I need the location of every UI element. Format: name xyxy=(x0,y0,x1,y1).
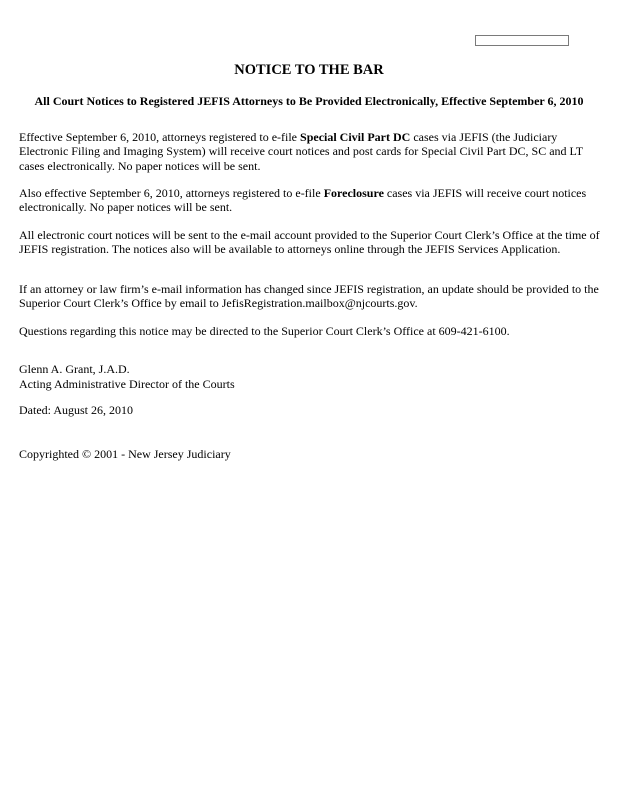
paragraph-email-delivery: All electronic court notices will be sent to the e-mail account provided to the Superior Court Clerk’s Office at the time of JEFIS registration. The notices also will be available to attorneys online through the JEFIS Services Application. xyxy=(19,228,600,257)
paragraph-questions: Questions regarding this notice may be directed to the Superior Court Clerk’s Office at 609-421-6100. xyxy=(19,324,510,338)
paragraph-foreclosure xyxy=(19,186,601,215)
copyright-notice: Copyrighted © 2001 - New Jersey Judiciary xyxy=(19,447,231,461)
paragraph-text: Also effective September 6, 2010, attorneys registered to e-file xyxy=(19,186,324,200)
page-title: NOTICE TO THE BAR xyxy=(234,62,384,78)
emphasis-special-civil-part: Special Civil Part DC xyxy=(300,130,411,144)
signature-title: Acting Administrative Director of the Courts xyxy=(19,377,235,391)
signature-name: Glenn A. Grant, J.A.D. xyxy=(19,362,130,376)
paragraph-text: cases via JEFIS will receive court notices electronically. No paper notices will be sent. xyxy=(19,186,587,215)
dated-line: Dated: August 26, 2010 xyxy=(19,403,133,417)
paragraph-special-civil-part xyxy=(19,130,601,173)
top-form-field[interactable] xyxy=(475,35,569,46)
paragraph-email-update: If an attorney or law firm’s e-mail information has changed since JEFIS registration, an update should be provided to the Superior Court Clerk’s Office by email to JefisRegistration.mailbox@njcourts.gov. xyxy=(19,282,599,311)
emphasis-foreclosure: Foreclosure xyxy=(323,186,384,200)
notice-subtitle: All Court Notices to Registered JEFIS Attorneys to Be Provided Electronically, Effective September 6, 2010 xyxy=(34,94,584,108)
paragraph-text: Effective September 6, 2010, attorneys registered to e-file xyxy=(19,130,301,144)
paragraph-text: cases via JEFIS (the Judiciary Electronic Filing and Imaging System) will receive court notices and post cards for Special Civil Part DC, SC and LT cases electronically. No paper notices will be sent. xyxy=(19,130,583,173)
